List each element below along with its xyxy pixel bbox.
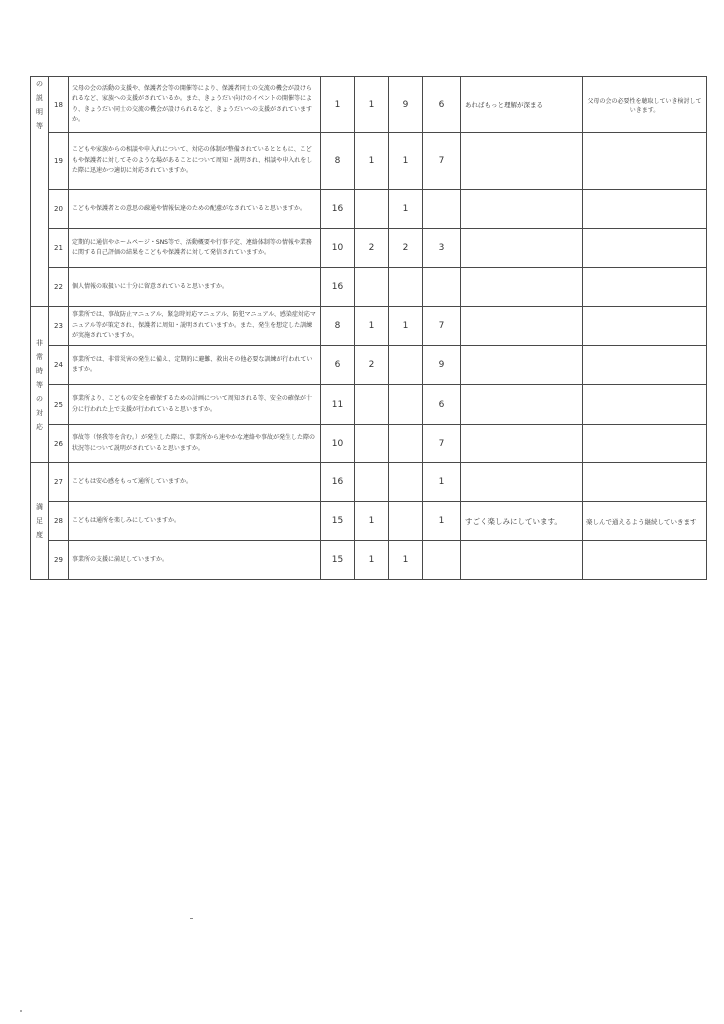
count-cell-3: [389, 385, 423, 425]
category-char: 対: [36, 408, 43, 417]
scan-speck: [20, 1010, 22, 1012]
comment-cell: あればもっと理解が深まる: [461, 77, 583, 133]
comment-cell: [461, 346, 583, 385]
count-cell-4: [423, 541, 461, 580]
table-row: [31, 307, 707, 346]
table-row: [31, 502, 707, 541]
comment-cell: [461, 190, 583, 229]
count-cell-3: 1: [389, 541, 423, 580]
response-cell: [583, 463, 707, 502]
category-cell: [31, 307, 49, 463]
table-row: [31, 425, 707, 463]
question-text: 個人情報の取扱いに十分に留意されていると思いますか。: [69, 268, 321, 307]
count-cell-1: 8: [321, 133, 355, 190]
response-cell: [583, 268, 707, 307]
table-row: [31, 77, 707, 133]
comment-cell: [461, 133, 583, 190]
question-number: 23: [49, 307, 69, 346]
category-cell: [31, 77, 49, 307]
comment-cell: [461, 307, 583, 346]
category-char: の: [36, 394, 43, 403]
question-text: 事業所では、非常災害の発生に備え、定期的に避難、救出その他必要な訓練が行われていますか。: [69, 346, 321, 385]
count-cell-4: [423, 190, 461, 229]
count-cell-3: [389, 425, 423, 463]
count-cell-3: 1: [389, 133, 423, 190]
count-cell-2: [355, 385, 389, 425]
count-cell-3: 2: [389, 229, 423, 268]
count-cell-1: 11: [321, 385, 355, 425]
response-cell: [583, 346, 707, 385]
question-number: 21: [49, 229, 69, 268]
question-number: 18: [49, 77, 69, 133]
count-cell-4: 1: [423, 502, 461, 541]
survey-table: [30, 76, 707, 580]
question-number: 26: [49, 425, 69, 463]
question-number: 28: [49, 502, 69, 541]
category-char: 等: [36, 380, 43, 389]
count-cell-2: 1: [355, 77, 389, 133]
table-row: [31, 463, 707, 502]
category-char: 常: [36, 352, 43, 361]
category-cell: [31, 463, 49, 580]
count-cell-3: [389, 268, 423, 307]
question-number: 27: [49, 463, 69, 502]
count-cell-3: 1: [389, 307, 423, 346]
count-cell-1: 1: [321, 77, 355, 133]
comment-cell: [461, 463, 583, 502]
count-cell-1: 16: [321, 268, 355, 307]
response-cell: 父母の会の必要性を聴取していき検討していきます。: [583, 77, 707, 133]
count-cell-1: 10: [321, 425, 355, 463]
count-cell-1: 16: [321, 463, 355, 502]
question-text: こどもや保護者との意思の疎通や情報伝達のための配慮がなされていると思いますか。: [69, 190, 321, 229]
question-text: 事業所では、事故防止マニュアル、緊急時対応マニュアル、防犯マニュアル、感染症対応マニュアル等が策定され、保護者に周知・説明されていますか。また、発生を想定した訓練が実施されていますか。: [69, 307, 321, 346]
comment-cell: すごく楽しみにしています。: [461, 502, 583, 541]
category-char: 等: [36, 122, 43, 130]
count-cell-2: [355, 425, 389, 463]
count-cell-4: [423, 268, 461, 307]
category-char: 応: [36, 422, 43, 431]
comment-cell: [461, 425, 583, 463]
comment-cell: [461, 229, 583, 268]
count-cell-2: 2: [355, 346, 389, 385]
table-row: [31, 268, 707, 307]
category-char: 明: [36, 108, 43, 116]
count-cell-4: 7: [423, 133, 461, 190]
question-number: 24: [49, 346, 69, 385]
response-cell: 楽しんで通えるよう継続していきます: [583, 502, 707, 541]
response-cell: [583, 385, 707, 425]
question-number: 25: [49, 385, 69, 425]
count-cell-4: 3: [423, 229, 461, 268]
count-cell-1: 15: [321, 541, 355, 580]
count-cell-4: 6: [423, 385, 461, 425]
count-cell-4: 7: [423, 425, 461, 463]
table-row: [31, 133, 707, 190]
count-cell-2: 1: [355, 541, 389, 580]
response-cell: [583, 133, 707, 190]
scan-speck: [190, 918, 193, 919]
response-cell: [583, 190, 707, 229]
count-cell-3: 1: [389, 190, 423, 229]
question-text: 事業所の支援に満足していますか。: [69, 541, 321, 580]
comment-cell: [461, 268, 583, 307]
question-text: こどもや家族からの相談や申入れについて、対応の体制が整備されているとともに、こどもや保護者に対してそのような場があることについて周知・説明され、相談や申入れをした際に迅速かつ適切に対応されていますか。: [69, 133, 321, 190]
question-number: 22: [49, 268, 69, 307]
count-cell-1: 10: [321, 229, 355, 268]
category-char: 満: [36, 503, 43, 511]
count-cell-2: [355, 463, 389, 502]
response-cell: [583, 229, 707, 268]
category-char: 非: [36, 338, 43, 347]
count-cell-3: [389, 463, 423, 502]
count-cell-2: 2: [355, 229, 389, 268]
table-row: [31, 385, 707, 425]
category-char: 度: [36, 531, 43, 539]
question-text: 事業所より、こどもの安全を確保するための計画について周知される等、安全の確保が十分に行われた上で支援が行われていると思いますか。: [69, 385, 321, 425]
question-text: こどもは安心感をもって通所していますか。: [69, 463, 321, 502]
question-number: 29: [49, 541, 69, 580]
count-cell-3: [389, 502, 423, 541]
question-text: こどもは通所を楽しみにしていますか。: [69, 502, 321, 541]
category-char: 時: [36, 366, 43, 375]
response-cell: [583, 307, 707, 346]
question-number: 19: [49, 133, 69, 190]
count-cell-1: 6: [321, 346, 355, 385]
question-text: 事故等（怪我等を含む。）が発生した際に、事業所から速やかな連絡や事故が発生した際の状況等について説明がされていると思いますか。: [69, 425, 321, 463]
table-row: [31, 190, 707, 229]
count-cell-2: 1: [355, 133, 389, 190]
count-cell-4: 1: [423, 463, 461, 502]
comment-cell: [461, 541, 583, 580]
count-cell-4: 6: [423, 77, 461, 133]
question-text: 定期的に通信やホームページ・SNS等で、活動概要や行事予定、連絡体制等の情報や業務に関する自己評価の結果をこどもや保護者に対して発信されていますか。: [69, 229, 321, 268]
count-cell-2: [355, 268, 389, 307]
category-char: の: [36, 80, 43, 88]
count-cell-4: 7: [423, 307, 461, 346]
question-text: 父母の会の活動の支援や、保護者会等の開催等により、保護者同士の交流の機会が設けられるなど、家族への支援がされているか。また、きょうだい向けのイベントの開催等により、きょうだい同士の交流の機会が設けられるなど、きょうだいへの支援がされていますか。: [69, 77, 321, 133]
count-cell-1: 8: [321, 307, 355, 346]
response-cell: [583, 425, 707, 463]
count-cell-4: 9: [423, 346, 461, 385]
count-cell-3: 9: [389, 77, 423, 133]
count-cell-2: 1: [355, 502, 389, 541]
count-cell-3: [389, 346, 423, 385]
count-cell-1: 16: [321, 190, 355, 229]
category-char: 足: [36, 517, 43, 525]
response-cell: [583, 541, 707, 580]
table-row: [31, 346, 707, 385]
comment-cell: [461, 385, 583, 425]
count-cell-1: 15: [321, 502, 355, 541]
count-cell-2: 1: [355, 307, 389, 346]
table-row: [31, 541, 707, 580]
question-number: 20: [49, 190, 69, 229]
category-char: 説: [36, 94, 43, 102]
table-row: [31, 229, 707, 268]
count-cell-2: [355, 190, 389, 229]
